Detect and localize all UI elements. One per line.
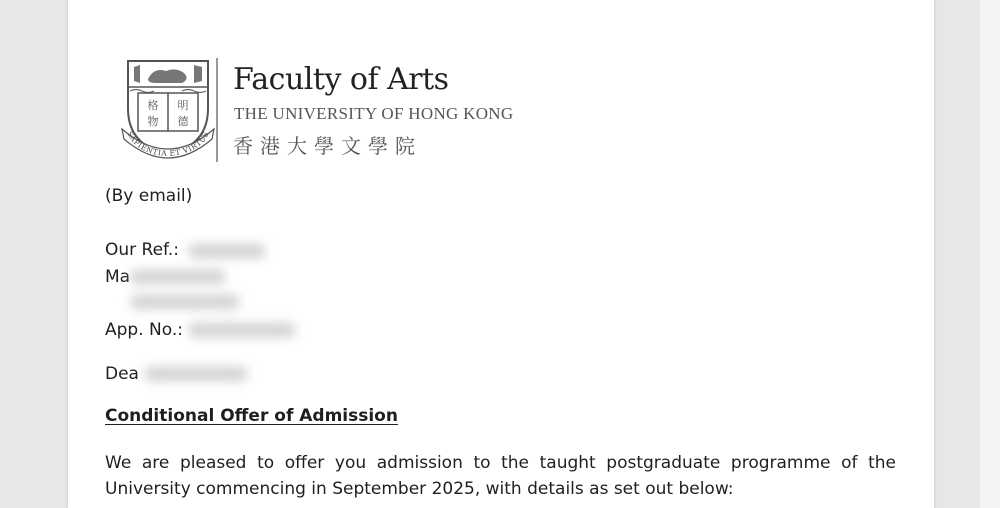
crest-waves [130,90,154,93]
crest-motto: SAPIENTIA ET VIRTUS [125,129,211,158]
svg-text:德: 德 [177,115,189,128]
viewer-edge [980,0,1000,508]
letterhead-divider [216,58,218,162]
offer-body-text: We are pleased to offer you admission to the taught postgraduate programme of the University commencing in September 2025, with details as set out below: [105,453,896,499]
hku-crest-logo [120,57,216,165]
application-number-label: App. No.: [105,320,183,340]
faculty-name: Faculty of Arts [233,62,449,97]
redacted-application-number [188,322,296,338]
salutation-prefix: Dea [105,364,139,384]
recipient-name-prefix: Ma [105,267,131,287]
redacted-recipient-name [130,269,226,285]
redacted-address [130,294,240,310]
redacted-reference [188,243,266,259]
svg-text:明: 明 [177,99,189,112]
crest-lion [148,69,187,83]
letter-page [68,0,934,508]
chinese-name: 香港大學文學院 [233,134,422,158]
delivery-method: (By email) [105,186,193,206]
redacted-salutation-name [144,366,248,382]
svg-text:SAPIENTIA ET VIRTUS [125,130,211,158]
reference-label: Our Ref.: [105,240,179,260]
svg-text:物: 物 [147,115,159,128]
offer-heading: Conditional Offer of Admission [105,406,398,426]
university-name: THE UNIVERSITY OF HONG KONG [234,104,514,123]
svg-text:格: 格 [147,99,159,112]
